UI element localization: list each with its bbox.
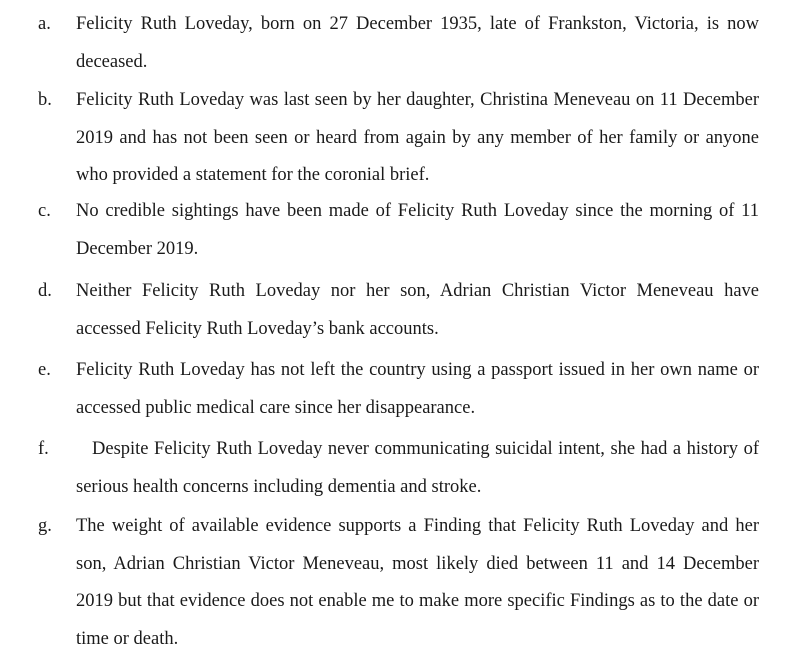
item-label: d. [38, 281, 52, 301]
item-label: e. [38, 360, 51, 380]
item-label: f. [38, 439, 49, 459]
item-text: Felicity Ruth Loveday was last seen by her daughter, Christina Meneveau on 11 December 2019 and has not been seen or heard from again by any member of her family or anyone who provided a statement for the coronial brief. [76, 90, 759, 185]
item-text: The weight of available evidence supports a Finding that Felicity Ruth Loveday and her son, Adrian Christian Victor Meneveau, most likely died between 11 and 14 December 2019 but that evidence does not enable me to make more specific Findings as to the date or time or death. [76, 516, 759, 649]
item-text: Felicity Ruth Loveday, born on 27 December 1935, late of Frankston, Victoria, is now deceased. [76, 14, 759, 72]
item-text: Felicity Ruth Loveday has not left the country using a passport issued in her own name or accessed public medical care since her disappearance. [76, 360, 759, 418]
item-text: Despite Felicity Ruth Loveday never communicating suicidal intent, she had a history of serious health concerns including dementia and stroke. [76, 439, 759, 497]
item-text: No credible sightings have been made of Felicity Ruth Loveday since the morning of 11 December 2019. [76, 201, 759, 259]
item-label: a. [38, 14, 51, 34]
item-label: b. [38, 90, 52, 110]
item-label: g. [38, 516, 52, 536]
item-label: c. [38, 201, 51, 221]
item-text: Neither Felicity Ruth Loveday nor her son, Adrian Christian Victor Meneveau have accessed Felicity Ruth Loveday’s bank accounts. [76, 281, 759, 339]
